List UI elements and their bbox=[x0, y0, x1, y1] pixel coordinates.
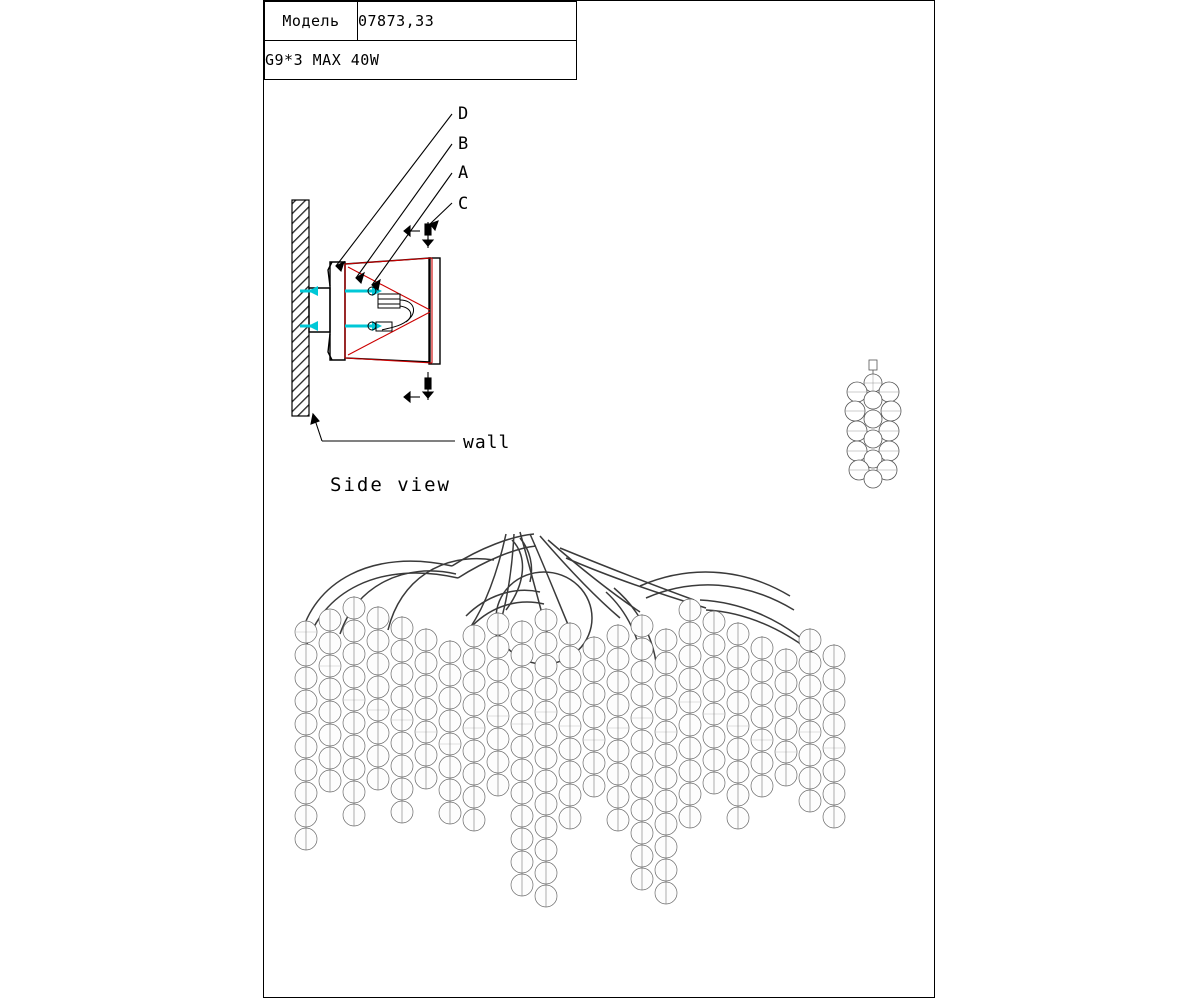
title-block-table bbox=[264, 1, 577, 80]
table-row bbox=[265, 2, 577, 41]
callout-label-a: A bbox=[458, 163, 470, 183]
table-row bbox=[265, 41, 577, 80]
callout-label-b: B bbox=[458, 134, 470, 154]
callout-label-d: D bbox=[458, 104, 470, 124]
model-value: 07873,33 bbox=[358, 2, 577, 41]
model-label: Модель bbox=[265, 2, 358, 41]
wall-label: wall bbox=[463, 432, 511, 453]
callout-label-c: C bbox=[458, 194, 470, 214]
lamp-spec-value: G9*3 MAX 40W bbox=[265, 41, 577, 80]
side-view-caption: Side view bbox=[330, 474, 451, 496]
sheet-frame bbox=[263, 0, 935, 998]
